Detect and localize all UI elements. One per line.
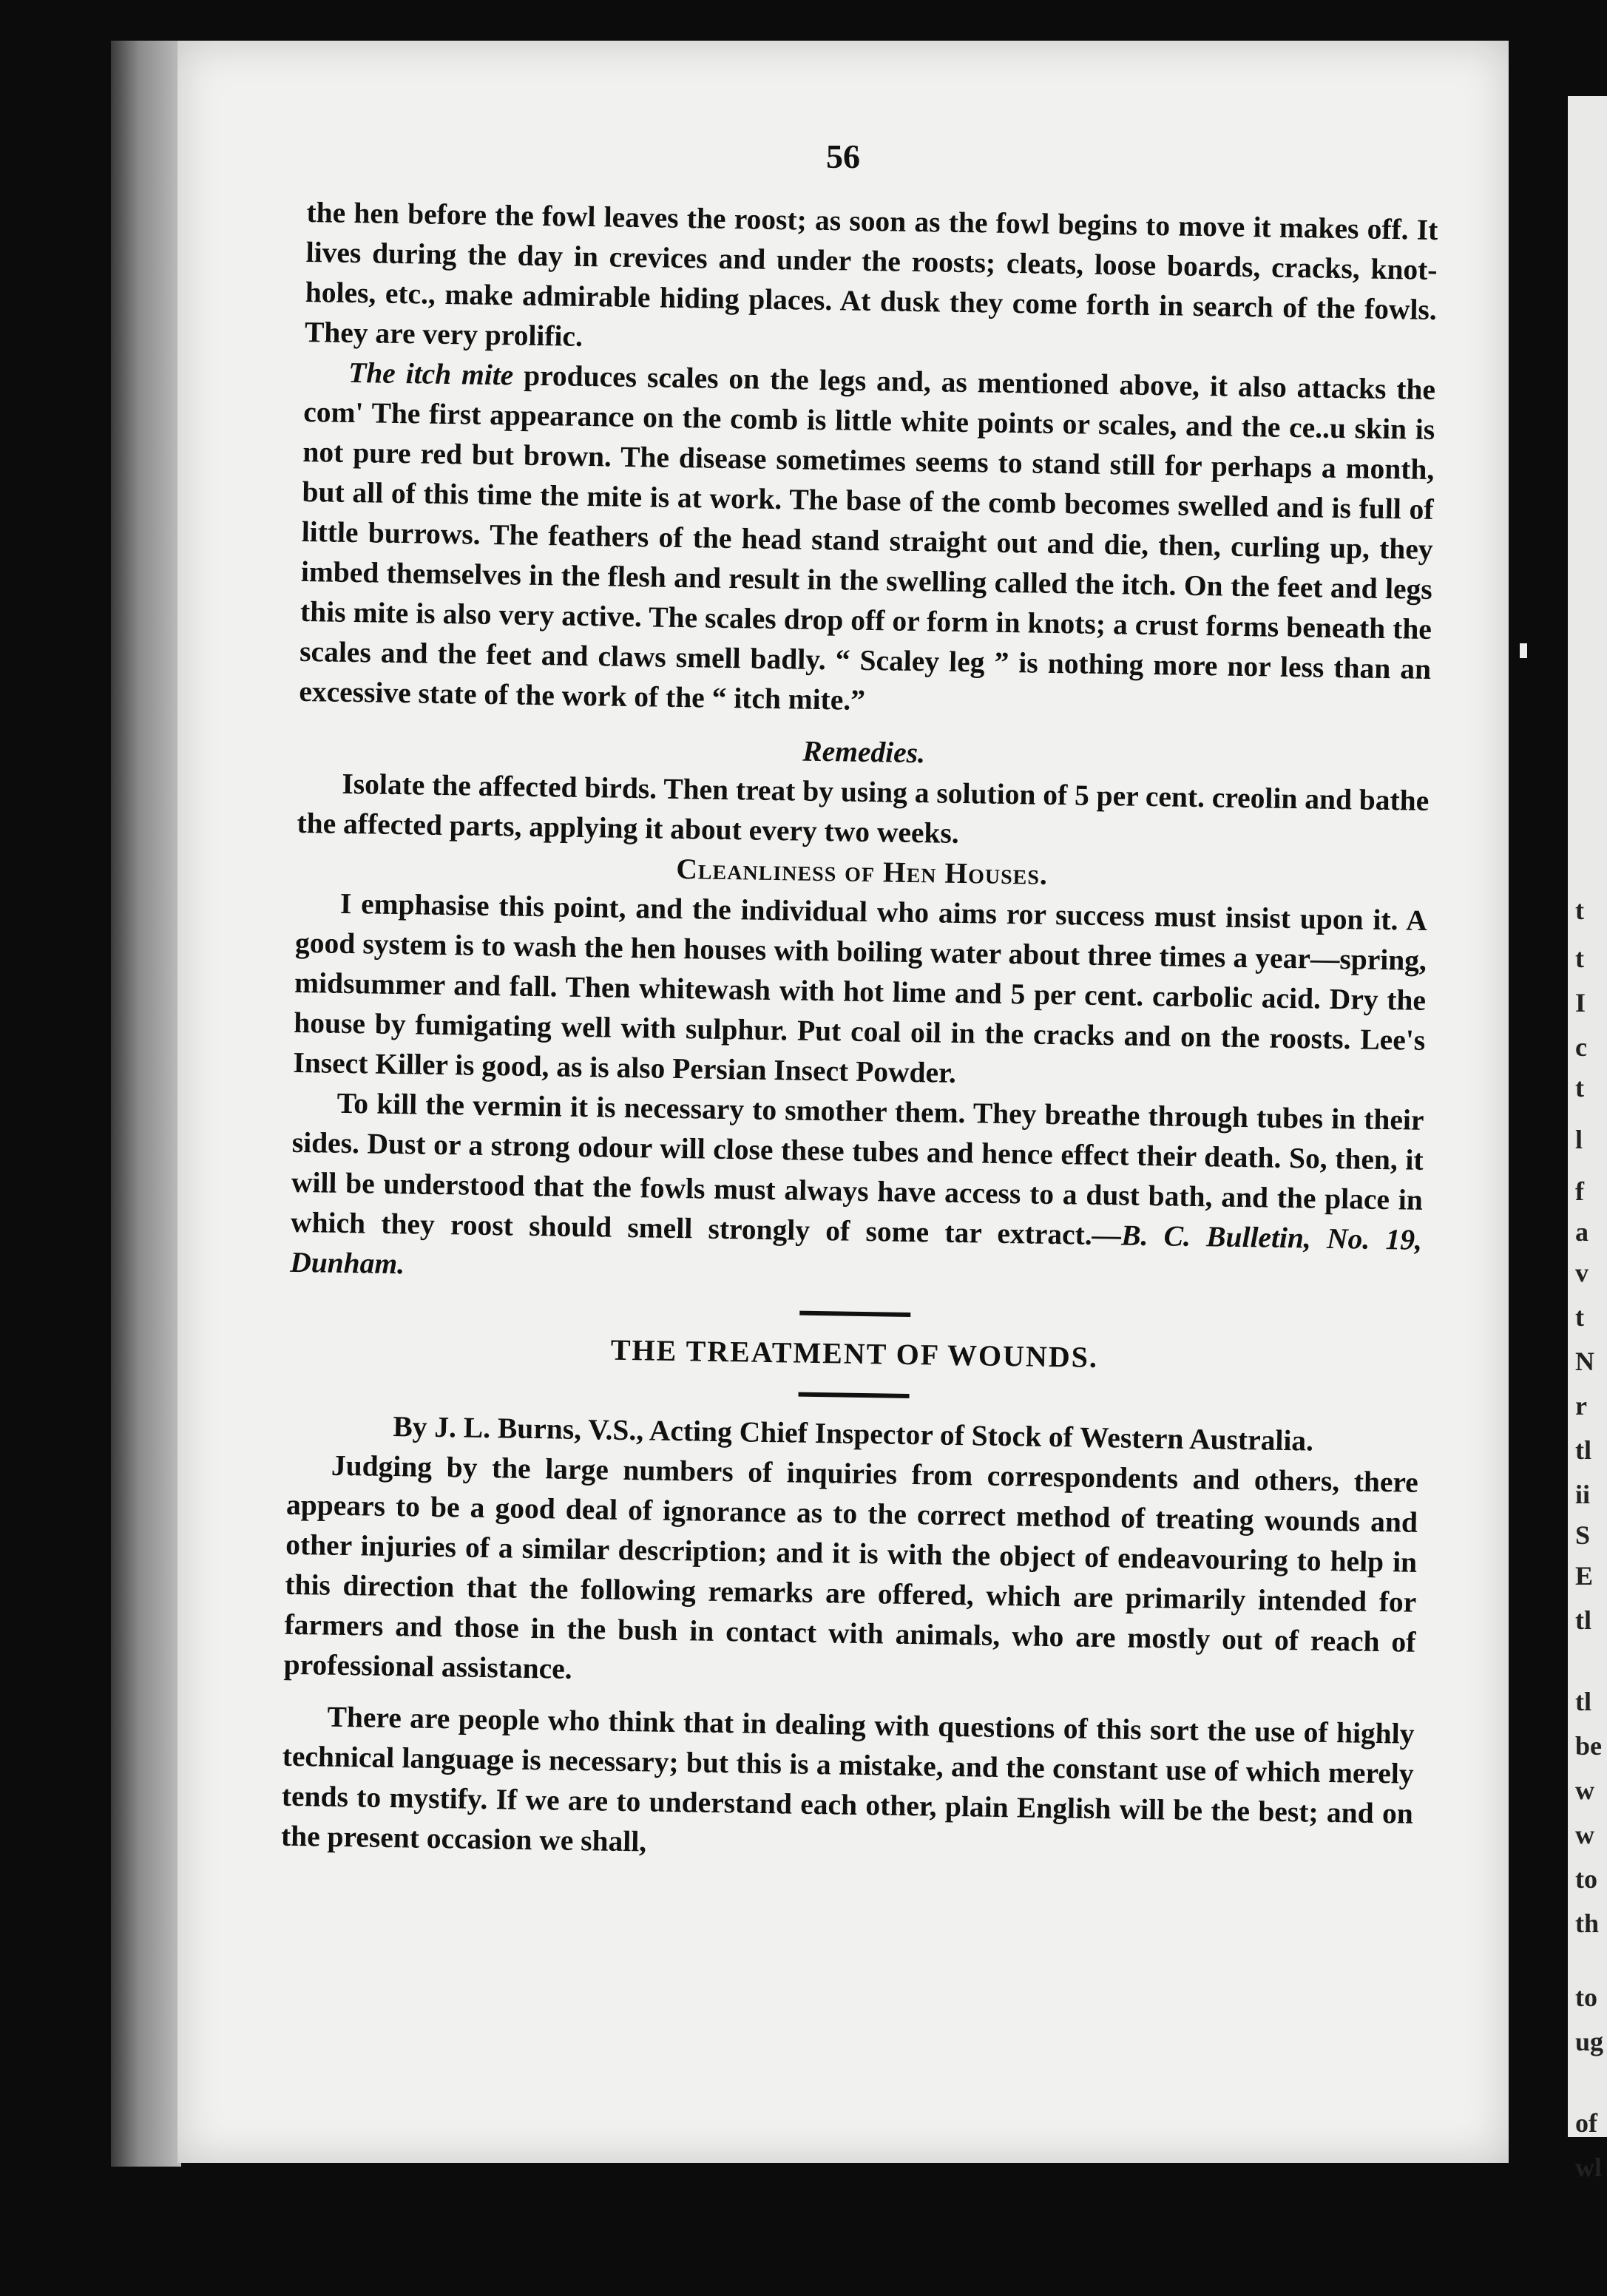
scan-speck xyxy=(1520,643,1527,658)
bulletin-citation: —B. C. Bulletin, No. 19, Dunham. xyxy=(289,1218,1423,1281)
facing-page-fragment: th xyxy=(1575,1909,1600,1938)
facing-page-fragment: to xyxy=(1575,1982,1597,2012)
facing-page-fragment: l xyxy=(1575,1125,1583,1154)
facing-page-fragment: t xyxy=(1575,1302,1584,1332)
cleanliness-paragraph-2 xyxy=(290,1083,1424,1300)
itch-mite-text: produces scales on the legs and, as mentioned above, it also attacks the com' The first appearance on the comb is little white points or scales, and the ce..u skin is not pure red but brown. The disease sometimes seems to stand still for perhaps a month, but all of this time the mite is at work. The base of the comb becomes swelled and is full of little burrows. The feathers of the head stand straight out and die, then, curling up, they imbed themselves in the flesh and result in the swelling called the itch. On the feet and legs this mite is also very active. The scales drop off or form in knots; a crust forms beneath the scales and the feet and claws smell badly. “ Scaley leg ” is nothing more nor less than an excessive state of the work of the “ itch mite.” xyxy=(299,359,1436,717)
title-divider xyxy=(799,1392,910,1398)
book-gutter-edge xyxy=(111,41,181,2167)
facing-page-fragment: r xyxy=(1575,1391,1587,1420)
facing-page-fragment: tl xyxy=(1575,1687,1591,1716)
facing-page-fragment: t xyxy=(1575,895,1584,925)
facing-page-fragment: t xyxy=(1575,944,1584,973)
facing-page-fragment: S xyxy=(1575,1520,1591,1550)
facing-page-edge xyxy=(1568,96,1607,2182)
facing-page-fragment: E xyxy=(1575,1561,1594,1591)
cleanliness-paragraph-1: I emphasise this point, and the individual who aims ror success must insist upon it. A good system is to wash the hen houses with boiling water about three times a year—spring, midsummer and fall. Then whitewash with hot lime and 5 per cent. carbolic acid. Dry the house by fumigating well with sulphur. Put coal oil in the cracks and on the roosts. Lee's Insect Killer is good, as is also Persian Insect Powder. xyxy=(293,887,1428,1089)
facing-page-fragment: t xyxy=(1575,1073,1584,1103)
facing-page-fragment: ii xyxy=(1575,1480,1591,1509)
facing-page-fragment: to xyxy=(1575,1864,1597,1894)
paragraph-continued: the hen before the fowl leaves the roost; as soon as the fowl begins to move it makes off. It lives during the day in crevices and under the roosts; cleats, loose boards, cracks, knot-holes, etc., make admirable hiding places. At dusk they come forth in search of the fowls. They are very prolific. xyxy=(304,195,1438,353)
facing-page-fragment: wl xyxy=(1575,2153,1602,2182)
book-page xyxy=(177,41,1509,2163)
facing-page-fragment: c xyxy=(1575,1032,1587,1062)
facing-page-fragment: tl xyxy=(1575,1605,1591,1635)
facing-page-fragment: v xyxy=(1575,1258,1589,1287)
facing-page-fragment: of xyxy=(1575,2108,1597,2138)
section-divider xyxy=(799,1311,910,1317)
facing-page-fragment: ug xyxy=(1575,2027,1604,2056)
remedies-text: Isolate the affected birds. Then treat by using a solution of 5 per cent. creolin and bathe the affected parts, applying it about every two weeks. xyxy=(297,767,1430,850)
page-text-body xyxy=(281,192,1438,1874)
article-paragraph-1: Judging by the large numbers of inquiries from correspondents and others, there appears to be a good deal of ignorance as to the correct method of treating wounds and other injuries of a similar description; and it is with the object of endeavouring to help in this direction that the following remarks are offered, which are primarily intended for farmers and those in the bush in contact with animals, who are mostly out of reach of professional assistance. xyxy=(283,1449,1419,1685)
facing-page-fragment: N xyxy=(1575,1347,1594,1376)
article-title: THE TREATMENT OF WOUNDS. xyxy=(610,1332,1099,1374)
cleanliness-heading: Cleanliness of Hen Houses. xyxy=(676,852,1049,891)
facing-page-fragment: I xyxy=(1575,988,1586,1017)
facing-page-fragment: w xyxy=(1575,1775,1594,1805)
facing-page-fragment: f xyxy=(1575,1176,1584,1206)
paragraph-itch-mite xyxy=(299,352,1435,729)
facing-page-fragment: tl xyxy=(1575,1435,1591,1465)
itch-mite-term: The itch mite xyxy=(348,356,514,392)
cleanliness-paragraph-2-text: To kill the vermin it is necessary to smother them. They breathe through tubes in their sides. Dust or a strong odour will close these tubes and hence effect their death. So, then, it will be understood that the fowls must always have access to a dust bath, and the place in which they roost should smell strongly of some tar extract. xyxy=(290,1086,1424,1251)
remedies-heading: Remedies. xyxy=(802,734,926,770)
article-byline: By J. L. Burns, V.S., Acting Chief Inspector of Stock of Western Australia. xyxy=(393,1410,1314,1457)
facing-page-fragment: a xyxy=(1575,1217,1589,1247)
facing-page-fragment: be xyxy=(1575,1731,1602,1761)
page-number: 56 xyxy=(826,138,860,175)
facing-page-fragment: w xyxy=(1575,1820,1594,1849)
article-paragraph-2: There are people who think that in dealing with questions of this sort the use of highly technical language is necessary; but this is a mistake, and the constant use of which merely tends to mystify. If we are to understand each other, plain English will be the best; and on the present occasion we shall, xyxy=(280,1700,1415,1858)
